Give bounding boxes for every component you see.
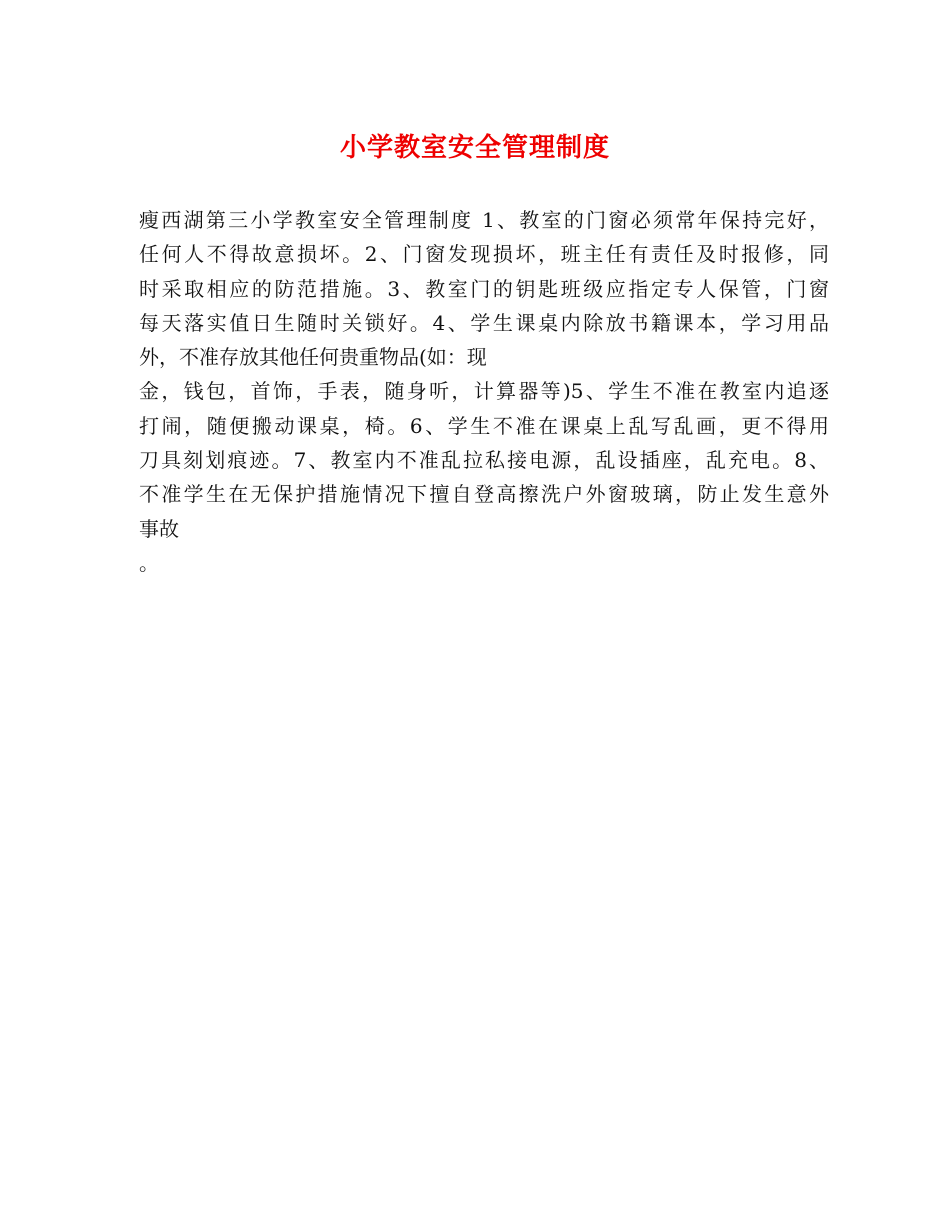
body-line: 事故 bbox=[139, 516, 179, 541]
body-line: 打闹，随便搬动课桌，椅。6、学生不准在课桌上乱写乱画，更不得用 bbox=[139, 413, 829, 438]
body-line: 。 bbox=[139, 550, 159, 575]
body-line: 外，不准存放其他任何贵重物品(如：现 bbox=[139, 345, 487, 370]
body-line: 时采取相应的防范措施。3、教室门的钥匙班级应指定专人保管，门窗 bbox=[139, 276, 829, 301]
body-line: 任何人不得故意损坏。2、门窗发现损坏，班主任有责任及时报修，同 bbox=[139, 242, 829, 267]
document-title: 小学教室安全管理制度 bbox=[339, 133, 610, 163]
body-line: 每天落实值日生随时关锁好。4、学生课桌内除放书籍课本，学习用品 bbox=[139, 310, 829, 335]
document-body bbox=[139, 203, 829, 580]
body-line: 刀具刻划痕迹。7、教室内不准乱拉私接电源，乱设插座，乱充电。8、 bbox=[139, 448, 829, 473]
body-line: 金，钱包，首饰，手表，随身听，计算器等)5、学生不准在教室内追逐 bbox=[139, 379, 829, 404]
body-line: 不准学生在无保护措施情况下擅自登高擦洗户外窗玻璃，防止发生意外 bbox=[139, 482, 829, 507]
body-line: 瘦西湖第三小学教室安全管理制度 1、教室的门窗必须常年保持完好， bbox=[139, 208, 829, 232]
